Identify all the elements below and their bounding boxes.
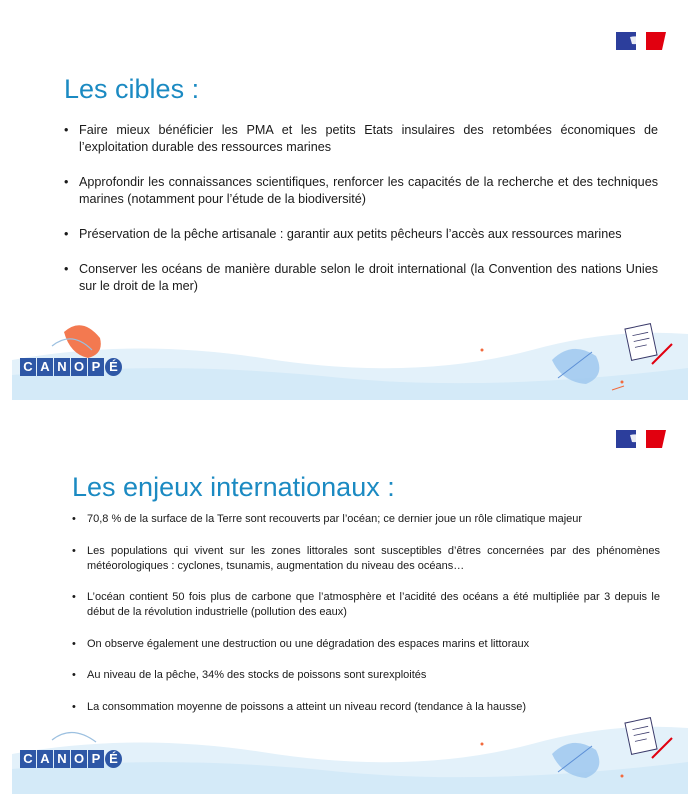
logo-letter: C [20, 358, 36, 376]
slide-enjeux [12, 410, 688, 794]
logo-letter: É [105, 750, 122, 768]
list-item: • On observe également une destruction ou une dégradation des espaces marins et littoraux [70, 637, 660, 652]
logo-letter: É [105, 358, 122, 376]
list-item: • Préservation de la pêche artisanale : garantir aux petits pêcheurs l’accès aux ressources marines [62, 226, 658, 243]
footer-banner [12, 714, 688, 794]
french-republic-logo [616, 429, 666, 449]
list-item: • Les populations qui vivent sur les zones littorales sont susceptibles d’êtres concernées par des phénomènes météorologiques : cyclones, tsunamis, augmentation du niveau des océans… [70, 544, 660, 574]
logo-letter: N [54, 750, 70, 768]
canope-logo [20, 750, 122, 768]
list-item: • Conserver les océans de manière durable selon le droit international (la Convention des nations Unies sur le droit de la mer) [62, 261, 658, 295]
list-item: • Approfondir les connaissances scientifiques, renforcer les capacités de la recherche et des techniques marines (notamment pour l’étude de la biodiversité) [62, 174, 658, 208]
logo-letter: O [71, 358, 87, 376]
slide-cibles [12, 12, 688, 400]
list-item: • 70,8 % de la surface de la Terre sont recouverts par l’océan; ce dernier joue un rôle climatique majeur [70, 512, 660, 527]
issues-list [70, 512, 660, 731]
french-republic-logo [616, 31, 666, 51]
list-item: • Au niveau de la pêche, 34% des stocks de poissons sont surexploités [70, 668, 660, 683]
logo-letter: C [20, 750, 36, 768]
flag-icon [616, 429, 666, 449]
footer-banner [12, 320, 688, 400]
flag-icon [616, 31, 666, 51]
logo-letter: O [71, 750, 87, 768]
list-item: • Faire mieux bénéficier les PMA et les petits Etats insulaires des retombées économiques de l’exploitation durable des ressources marines [62, 122, 658, 156]
logo-letter: P [88, 358, 104, 376]
logo-letter: P [88, 750, 104, 768]
page-title: Les enjeux internationaux : [72, 472, 395, 502]
page-title: Les cibles : [64, 74, 200, 104]
logo-letter: A [37, 750, 53, 768]
logo-letter: A [37, 358, 53, 376]
canope-logo [20, 358, 122, 376]
logo-letter: N [54, 358, 70, 376]
list-item: • L’océan contient 50 fois plus de carbone que l’atmosphère et l’acidité des océans a été multipliée par 3 depuis le début de la révolution industrielle (pollution des eaux) [70, 590, 660, 620]
target-list [62, 122, 658, 313]
list-item: • La consommation moyenne de poissons a atteint un niveau record (tendance à la hausse) [70, 700, 660, 715]
